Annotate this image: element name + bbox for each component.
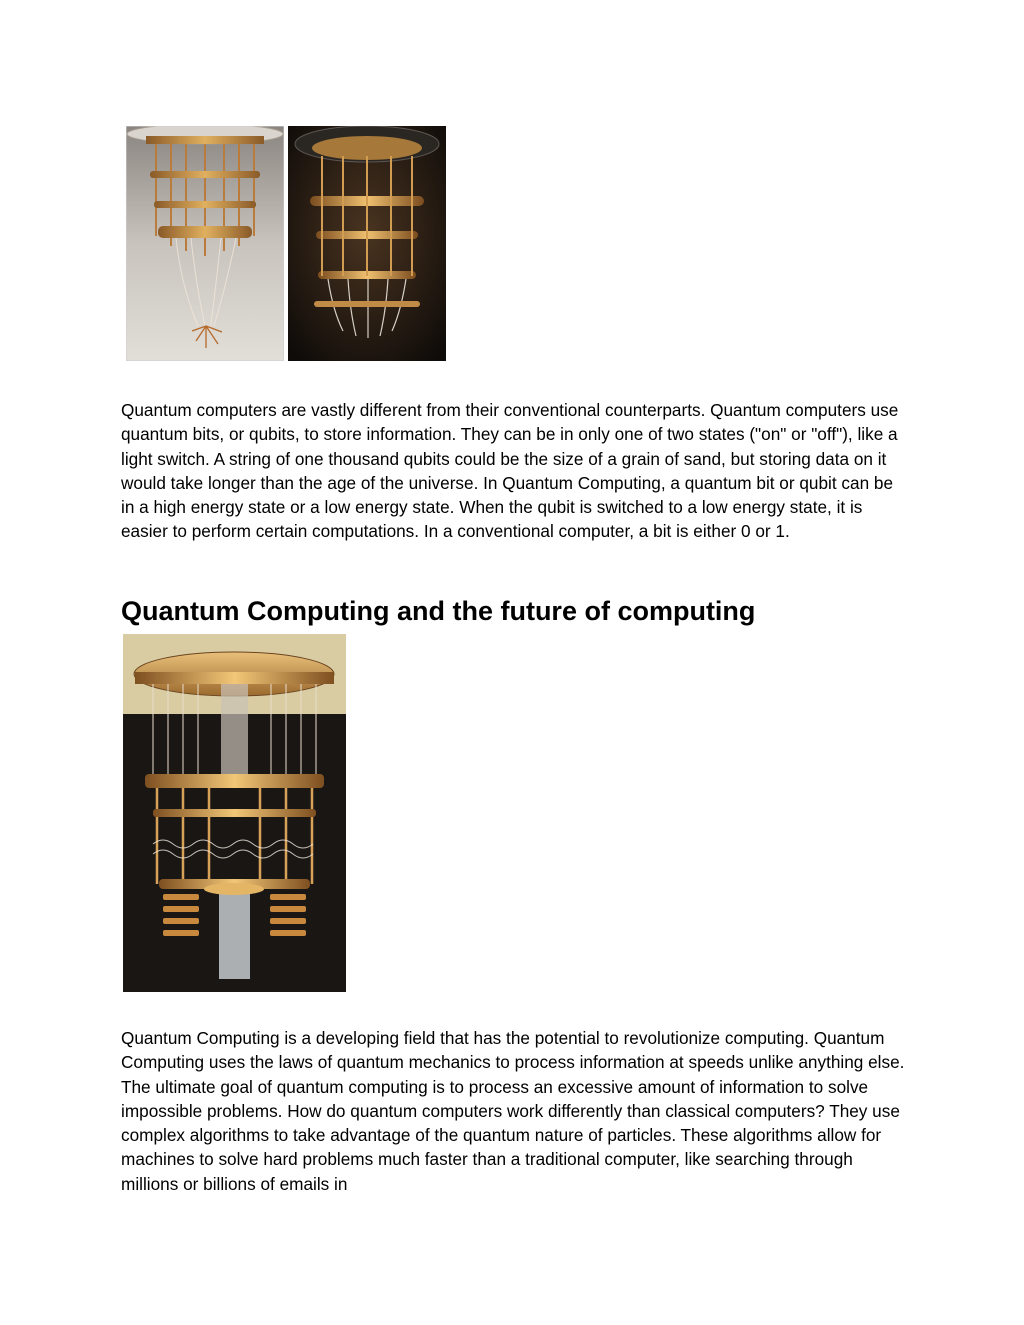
- dilution-refrigerator-icon: [123, 634, 346, 992]
- section-heading: Quantum Computing and the future of computing: [121, 596, 756, 626]
- dilution-refrigerator-icon: [126, 126, 284, 361]
- future-paragraph: Quantum Computing is a developing field that has the potential to revolutionize computing. Quantum Computing uses the laws of quantum mechanics to process information at speeds unlike anything else. The ultimate goal of quantum computing is to process an excessive amount of information to solve impossible problems. How do quantum computers work differently than classical computers? They use complex algorithms to take advantage of the quantum nature of particles. These algorithms allow for machines to solve hard problems much faster than a traditional computer, like searching through millions or billions of emails in: [121, 1028, 905, 1194]
- intro-paragraph: Quantum computers are vastly different from their conventional counterparts. Quantum computers use quantum bits, or qubits, to store information. They can be in only one of two states ("on" or "off"), like a light switch. A string of one thousand qubits could be the size of a grain of sand, but storing data on it would take longer than the age of the universe. In Quantum Computing, a quantum bit or qubit can be in a high energy state or a low energy state. When the qubit is switched to a low energy state, it is easier to perform certain computations. In a conventional computer, a bit is either 0 or 1.: [121, 400, 899, 542]
- quantum-computer-photo-left: [126, 126, 284, 361]
- dilution-refrigerator-icon: [288, 126, 446, 361]
- quantum-computer-photo-right: [288, 126, 446, 361]
- quantum-computer-photo-large: [123, 634, 346, 992]
